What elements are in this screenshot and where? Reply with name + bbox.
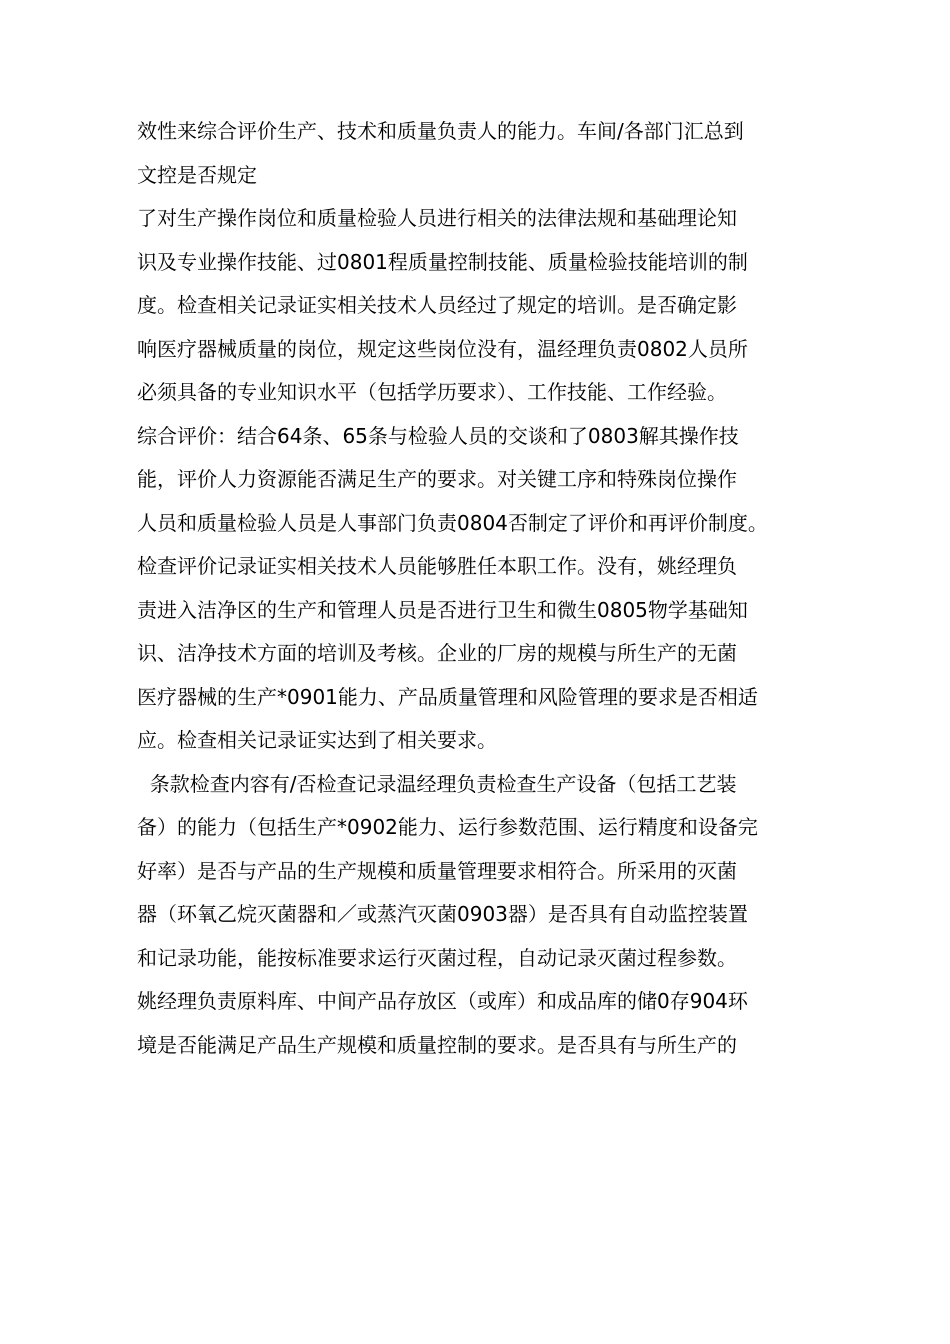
text-line: 响医疗器械质量的岗位，规定这些岗位没有，温经理负责0802人员所 xyxy=(137,336,748,361)
text-line: 效性来综合评价生产、技术和质量负责人的能力。车间/各部门汇总到 xyxy=(137,119,744,143)
text-line: 责进入洁净区的生产和管理人员是否进行卫生和微生0805物学基础知 xyxy=(137,597,748,622)
text-line: 好率）是否与产品的生产规模和质量管理要求相符合。所采用的灭菌 xyxy=(137,858,737,883)
text-line: 能，评价人力资源能否满足生产的要求。对关键工序和特殊岗位操作 xyxy=(137,467,737,491)
text-line: 度。检查相关记录证实相关技术人员经过了规定的培训。是否确定影 xyxy=(137,293,737,317)
text-line: 条款检查内容有/否检查记录温经理负责检查生产设备（包括工艺装 xyxy=(137,771,737,796)
text-line: 境是否能满足产品生产规模和质量控制的要求。是否具有与所生产的 xyxy=(137,1032,737,1057)
text-line: 备）的能力（包括生产*0902能力、运行参数范围、运行精度和设备完 xyxy=(137,815,758,839)
text-line: 应。检查相关记录证实达到了相关要求。 xyxy=(137,728,497,752)
text-line: 识、洁净技术方面的培训及考核。企业的厂房的规模与所生产的无菌 xyxy=(137,641,737,665)
body-text xyxy=(137,110,877,1067)
text-line: 人员和质量检验人员是人事部门负责0804否制定了评价和再评价制度。 xyxy=(137,510,768,535)
text-line: 和记录功能，能按标准要求运行灭菌过程，自动记录灭菌过程参数。 xyxy=(137,945,737,970)
text-line: 综合评价：结合64条、65条与检验人员的交谈和了0803解其操作技 xyxy=(137,423,739,448)
text-line: 了对生产操作岗位和质量检验人员进行相关的法律法规和基础理论知 xyxy=(137,206,737,230)
text-line: 检查评价记录证实相关技术人员能够胜任本职工作。没有，姚经理负 xyxy=(137,554,737,578)
text-line: 医疗器械的生产*0901能力、产品质量管理和风险管理的要求是否相适 xyxy=(137,684,758,709)
text-line: 识及专业操作技能、过0801程质量控制技能、质量检验技能培训的制 xyxy=(137,249,748,274)
text-line: 文控是否规定 xyxy=(137,162,257,187)
text-line: 姚经理负责原料库、中间产品存放区（或库）和成品库的储0存904环 xyxy=(137,989,748,1013)
text-line: 必须具备的专业知识水平（包括学历要求）、工作技能、工作经验。 xyxy=(137,380,727,404)
text-line: 器（环氧乙烷灭菌器和／或蒸汽灭菌0903器）是否具有自动监控装置 xyxy=(137,902,748,926)
